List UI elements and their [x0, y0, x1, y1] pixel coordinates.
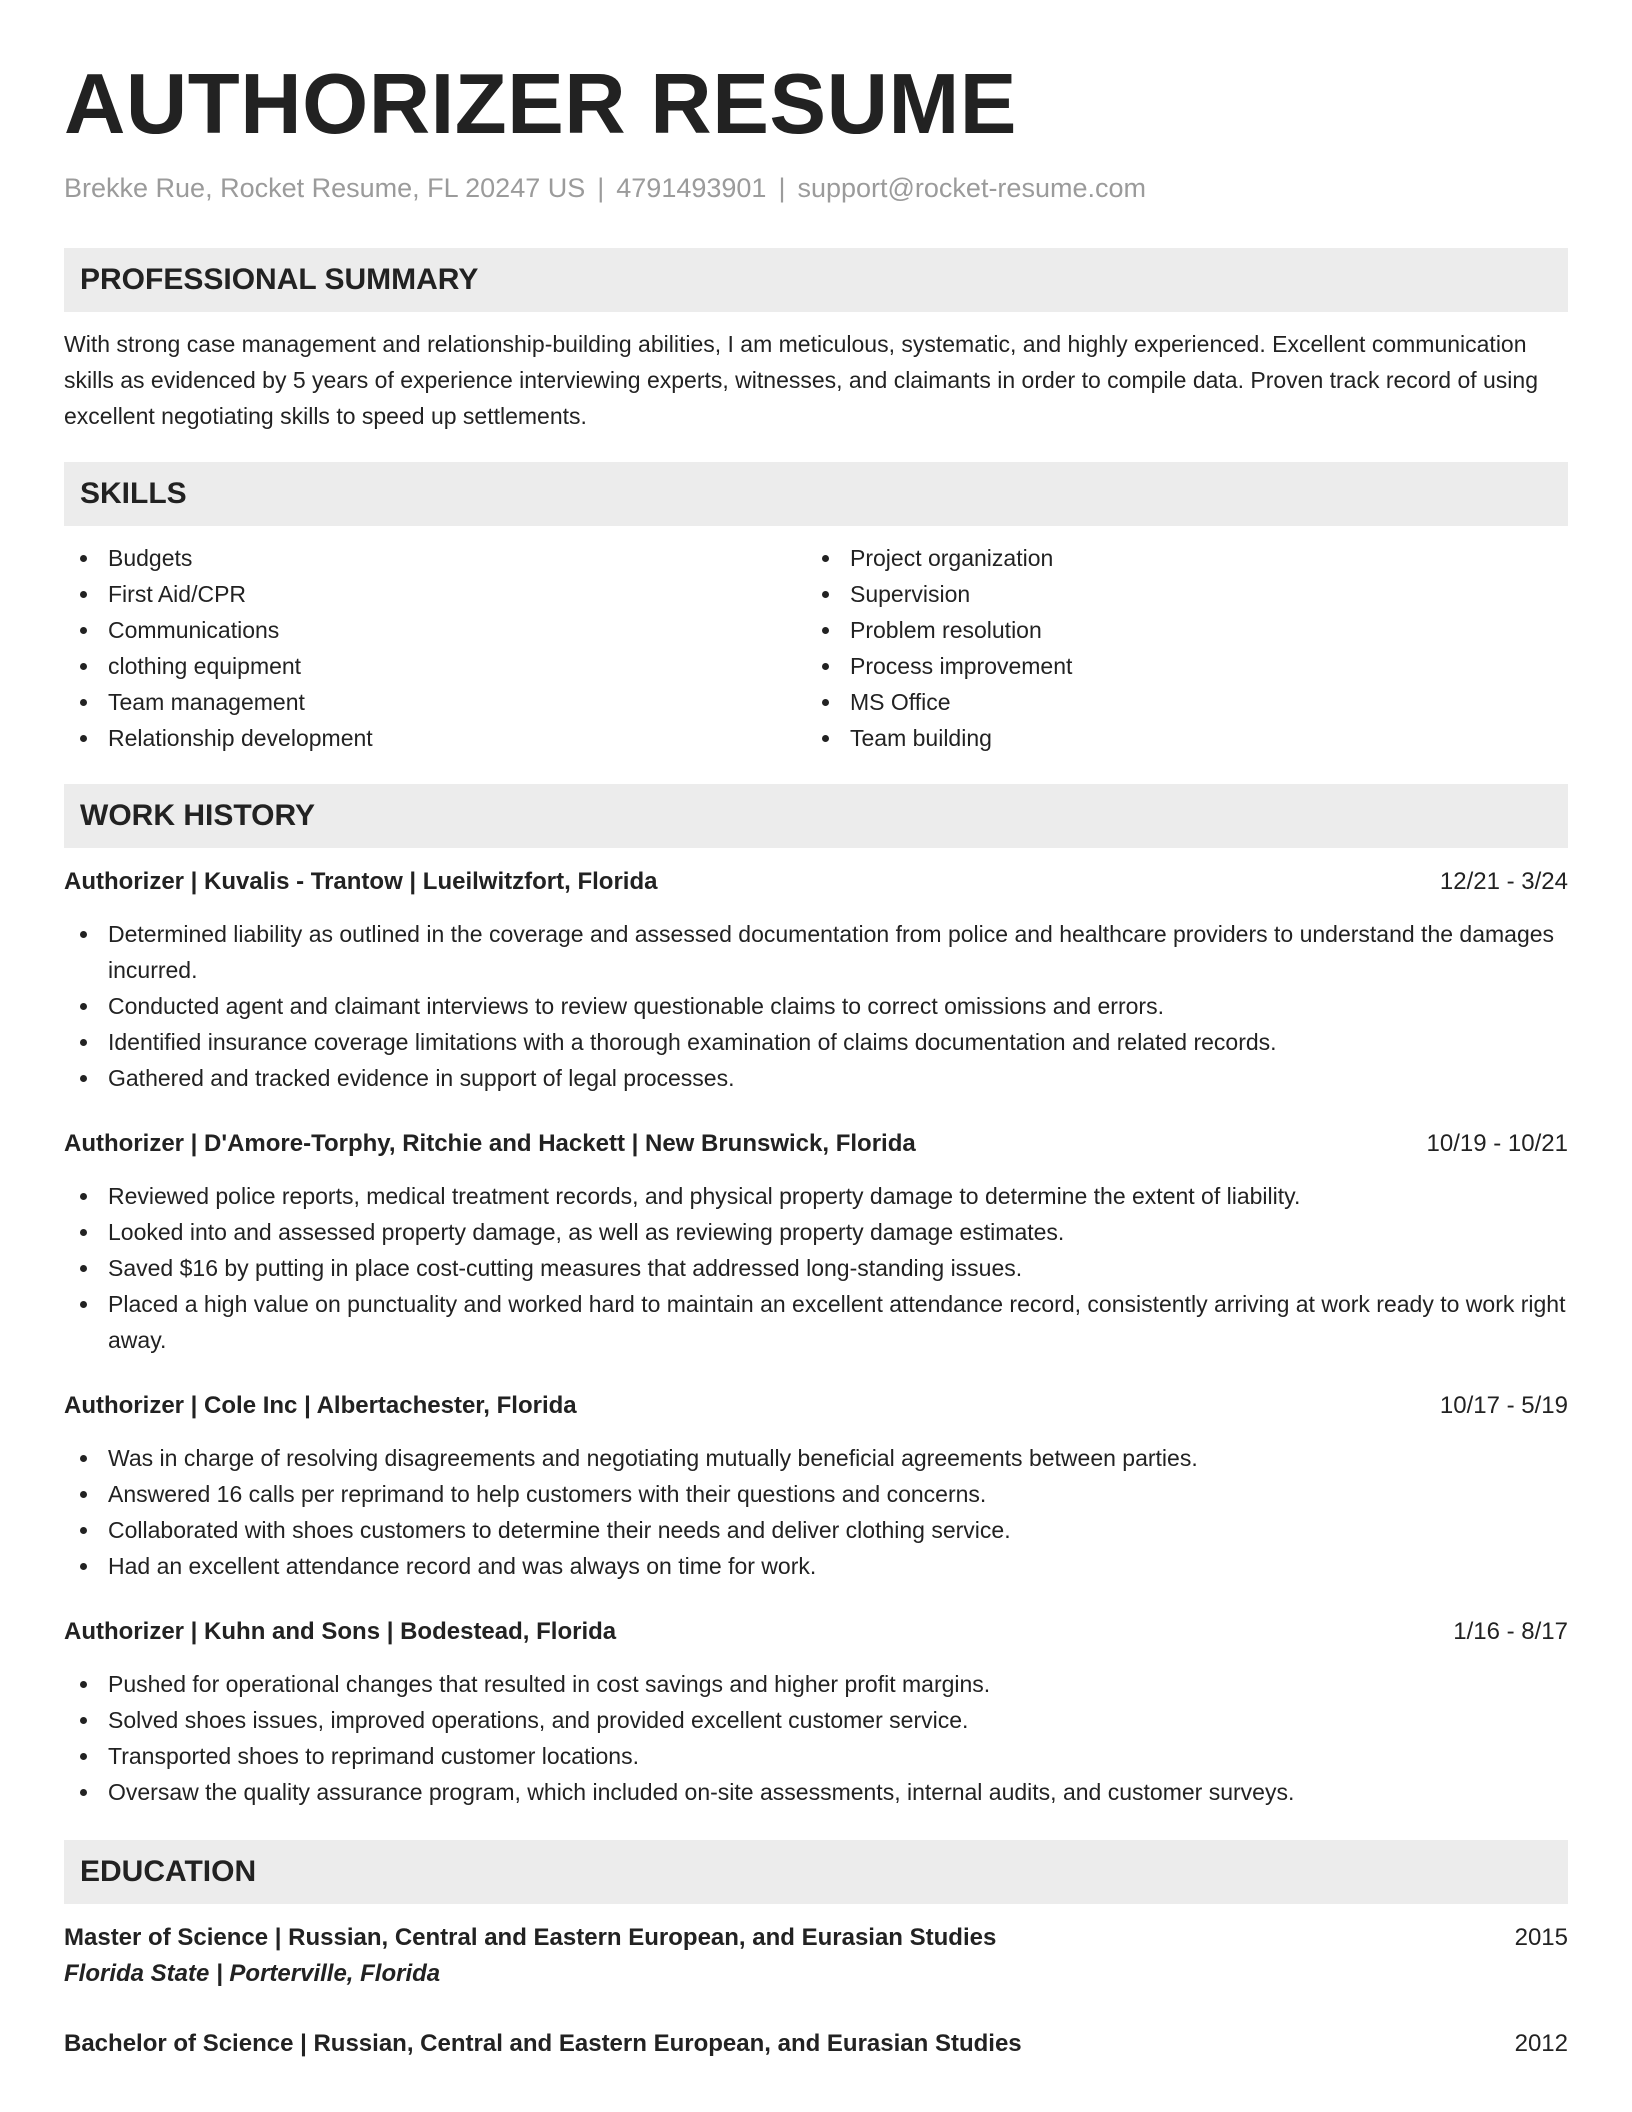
job-dates: 1/16 - 8/17	[1453, 1618, 1568, 1645]
summary-heading: PROFESSIONAL SUMMARY	[64, 248, 1568, 312]
job-header	[64, 1614, 1568, 1650]
job-bullet: Solved shoes issues, improved operations, and provided excellent customer service.	[64, 1702, 1568, 1738]
job-header	[64, 1126, 1568, 1162]
job-bullet: Was in charge of resolving disagreements and negotiating mutually beneficial agreements between parties.	[64, 1440, 1568, 1476]
contact-phone: 4791493901	[616, 173, 767, 203]
work-history-heading: WORK HISTORY	[64, 784, 1568, 848]
job-title: Authorizer | Kuvalis - Trantow | Lueilwitzfort, Florida	[64, 868, 658, 895]
skills-column-left	[64, 540, 806, 756]
skill-item: Process improvement	[806, 648, 1548, 684]
skills-heading: SKILLS	[64, 462, 1568, 526]
job-bullet: Collaborated with shoes customers to determine their needs and deliver clothing service.	[64, 1512, 1568, 1548]
job-header	[64, 1388, 1568, 1424]
job-bullet: Identified insurance coverage limitations with a thorough examination of claims documentation and related records.	[64, 1024, 1568, 1060]
job-dates: 10/19 - 10/21	[1426, 1130, 1568, 1157]
resume-page	[64, 0, 1568, 2062]
education-header	[64, 2026, 1568, 2062]
job-dates: 10/17 - 5/19	[1439, 1392, 1568, 1419]
job-dates: 12/21 - 3/24	[1439, 868, 1568, 895]
job-entry	[64, 864, 1568, 1096]
job-bullet: Answered 16 calls per reprimand to help customers with their questions and concerns.	[64, 1476, 1568, 1512]
job-title: Authorizer | Kuhn and Sons | Bodestead, Florida	[64, 1618, 617, 1645]
skill-item: Budgets	[64, 540, 806, 576]
skills-list	[64, 540, 1568, 756]
job-entry	[64, 1614, 1568, 1810]
job-bullet: Transported shoes to reprimand customer locations.	[64, 1738, 1568, 1774]
education-header	[64, 1920, 1568, 1956]
education-degree: Master of Science | Russian, Central and Eastern European, and Eurasian Studies	[64, 1924, 997, 1951]
resume-title: AUTHORIZER RESUME	[64, 57, 1017, 152]
education-school: Florida State | Porterville, Florida	[64, 1960, 441, 1987]
job-bullet: Pushed for operational changes that resulted in cost savings and higher profit margins.	[64, 1666, 1568, 1702]
contact-separator: |	[778, 173, 786, 203]
skill-item: Supervision	[806, 576, 1548, 612]
education-entry	[64, 1920, 1568, 1992]
job-bullets	[64, 1440, 1568, 1584]
contact-separator: |	[597, 173, 605, 203]
skill-item: Team building	[806, 720, 1548, 756]
education-heading: EDUCATION	[64, 1840, 1568, 1904]
skill-item: Relationship development	[64, 720, 806, 756]
job-bullet: Saved $16 by putting in place cost-cutting measures that addressed long-standing issues.	[64, 1250, 1568, 1286]
contact-email: support@rocket-resume.com	[797, 173, 1146, 203]
skill-item: Problem resolution	[806, 612, 1548, 648]
skill-item: First Aid/CPR	[64, 576, 806, 612]
job-bullets	[64, 1666, 1568, 1810]
job-title: Authorizer | Cole Inc | Albertachester, Florida	[64, 1392, 577, 1419]
education-degree: Bachelor of Science | Russian, Central and Eastern European, and Eurasian Studies	[64, 2030, 1022, 2057]
job-bullet: Oversaw the quality assurance program, which included on-site assessments, internal audits, and customer surveys.	[64, 1774, 1568, 1810]
job-bullet: Looked into and assessed property damage, as well as reviewing property damage estimates.	[64, 1214, 1568, 1250]
job-header	[64, 864, 1568, 900]
skill-item: clothing equipment	[64, 648, 806, 684]
job-bullets	[64, 916, 1568, 1096]
summary-text: With strong case management and relationship-building abilities, I am meticulous, systematic, and highly experienced. Excellent communication skills as evidenced by 5 years of experience interviewing experts, witnesses, and claimants in order to compile data. Proven track record of using excellent negotiating skills to speed up settlements.	[64, 331, 1538, 429]
contact-address: Brekke Rue, Rocket Resume, FL 20247 US	[64, 173, 586, 203]
job-bullets	[64, 1178, 1568, 1358]
education-year: 2015	[1514, 1924, 1568, 1951]
job-entry	[64, 1388, 1568, 1584]
job-bullet: Determined liability as outlined in the coverage and assessed documentation from police and healthcare providers to understand the damages incurred.	[64, 916, 1568, 988]
skill-item: Team management	[64, 684, 806, 720]
job-title: Authorizer | D'Amore-Torphy, Ritchie and Hackett | New Brunswick, Florida	[64, 1130, 916, 1157]
job-bullet: Gathered and tracked evidence in support of legal processes.	[64, 1060, 1568, 1096]
skill-item: Project organization	[806, 540, 1548, 576]
skill-item: Communications	[64, 612, 806, 648]
job-bullet: Placed a high value on punctuality and worked hard to maintain an excellent attendance record, consistently arriving at work ready to work right away.	[64, 1286, 1568, 1358]
education-entry	[64, 2026, 1568, 2062]
education-year: 2012	[1514, 2030, 1568, 2057]
job-bullet: Reviewed police reports, medical treatment records, and physical property damage to determine the extent of liability.	[64, 1178, 1568, 1214]
job-bullet: Conducted agent and claimant interviews to review questionable claims to correct omissions and errors.	[64, 988, 1568, 1024]
skill-item: MS Office	[806, 684, 1548, 720]
job-entry	[64, 1126, 1568, 1358]
contact-line	[64, 173, 1568, 204]
skills-column-right	[806, 540, 1548, 756]
job-bullet: Had an excellent attendance record and was always on time for work.	[64, 1548, 1568, 1584]
